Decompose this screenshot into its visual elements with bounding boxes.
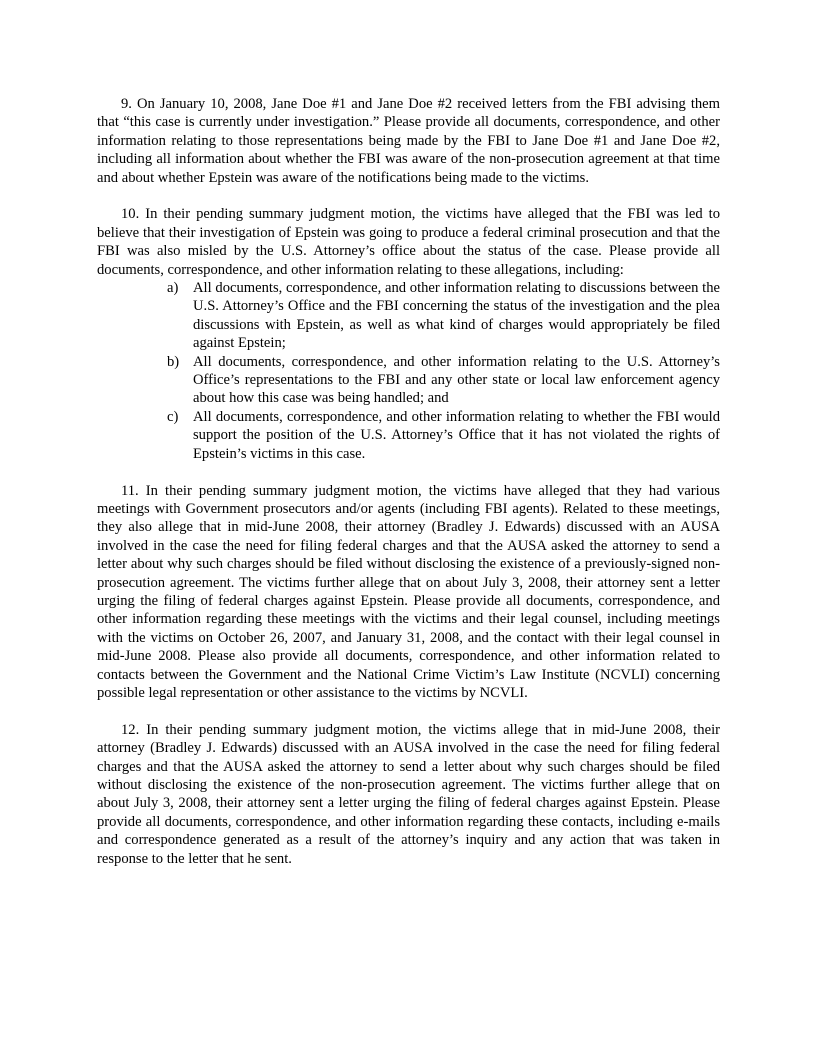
paragraph-10: 10. In their pending summary judgment motion, the victims have alleged that the FBI was led to believe that their investigation of Epstein was going to produce a federal criminal prosecution and that the FBI was also misled by the U.S. Attorney’s office about the status of the case. Please provide all documents, correspondence, and other information relating to these allegations, including: xyxy=(97,206,720,278)
sublist-text-c: All documents, correspondence, and other information relating to whether the FBI would support the position of the U.S. Attorney’s Office that it has not violated the rights of Epstein’s victims in this case. xyxy=(193,408,720,462)
sublist-marker-a: a) xyxy=(167,280,179,297)
sublist-text-b: All documents, correspondence, and other information relating to the U.S. Attorney’s Office’s representations to the FBI and any other state or local law enforcement agency about how this case was being handled; and xyxy=(193,353,720,407)
sublist-item-b xyxy=(167,353,720,408)
sublist-item-c xyxy=(167,408,720,463)
sublist-text-a: All documents, correspondence, and other information relating to discussions between the U.S. Attorney’s Office and the FBI concerning the status of the investigation and the plea discussions with Epstein, as well as what kind of charges would appropriately be filed against Epstein; xyxy=(193,280,720,352)
sublist-item-a xyxy=(167,279,720,353)
paragraph-9: 9. On January 10, 2008, Jane Doe #1 and Jane Doe #2 received letters from the FBI advising them that “this case is currently under investigation.” Please provide all documents, correspondence, and other information relating to those representations being made by the FBI to Jane Doe #1 and Jane Doe #2, including all information about whether the FBI was aware of the non-prosecution agreement at that time and about whether Epstein was aware of the notifications being made to the victims. xyxy=(97,96,720,186)
sublist-marker-c: c) xyxy=(167,408,179,425)
paragraph-12: 12. In their pending summary judgment motion, the victims allege that in mid-June 2008, their attorney (Bradley J. Edwards) discussed with an AUSA involved in the case the need for filing federal charges and that the AUSA asked the attorney to send a letter about why such charges should be filed without disclosing the existence of the non-prosecution agreement. The victims further allege that on about July 3, 2008, their attorney sent a letter urging the filing of federal charges against Epstein. Please provide all documents, correspondence, and other information regarding these contacts, including e-mails and correspondence generated as a result of the attorney’s inquiry and any action that was taken in response to the letter that he sent. xyxy=(97,721,720,867)
paragraph-11: 11. In their pending summary judgment motion, the victims have alleged that they had various meetings with Government prosecutors and/or agents (including FBI agents). Related to these meetings, they also allege that in mid-June 2008, their attorney (Bradley J. Edwards) discussed with an AUSA involved in the case the need for filing federal charges and that the AUSA asked the attorney to send a letter about why such charges should be filed without disclosing the existence of a previously-signed non-prosecution agreement. The victims further allege that on about July 3, 2008, their attorney sent a letter urging the filing of federal charges against Epstein. Please provide all documents, correspondence, and other information regarding these meetings with the victims and their legal counsel, including meetings with the victims on October 26, 2007, and January 31, 2008, and the contact with their legal counsel in mid-June 2008. Please also provide all documents, correspondence, and other information related to contacts between the Government and the National Crime Victim’s Law Institute (NCVLI) concerning possible legal representation or other assistance to the victims by NCVLI. xyxy=(97,482,720,701)
document-page xyxy=(97,95,720,886)
paragraph-10-sublist xyxy=(97,279,720,463)
sublist-marker-b: b) xyxy=(167,353,180,370)
